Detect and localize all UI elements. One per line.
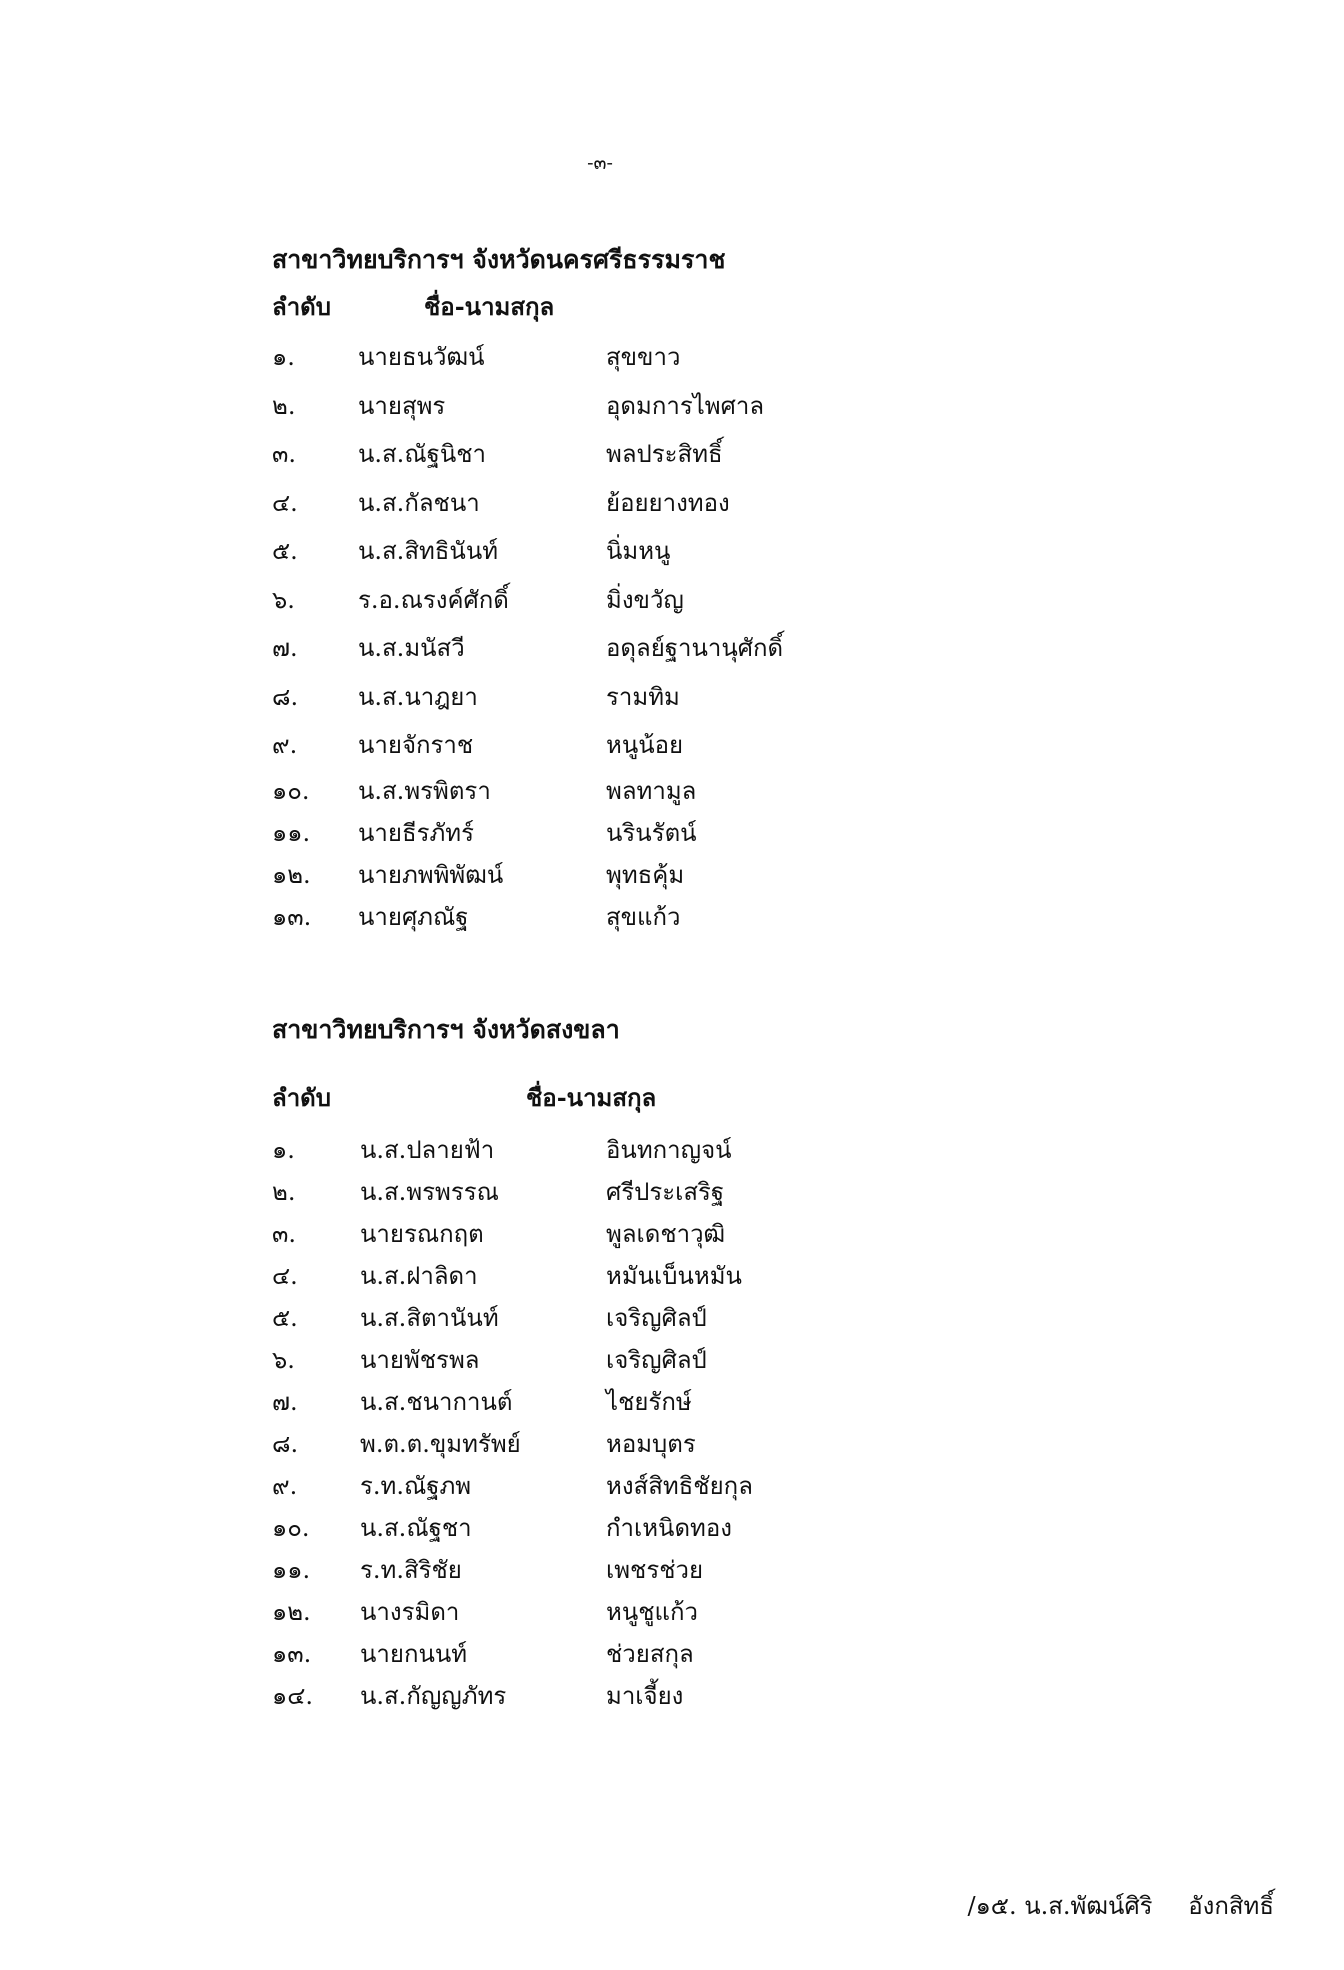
item-last-name: เจริญศิลป์ [606, 1346, 707, 1374]
list-item [272, 1550, 753, 1592]
list-item [272, 1256, 753, 1298]
item-first-name: นายพัชรพล [360, 1346, 480, 1374]
list-item [272, 1424, 753, 1466]
item-number: ๘. [272, 682, 299, 711]
header-name: ชื่อ-นามสกุล [526, 1083, 657, 1112]
item-last-name: นิ่มหนู [606, 537, 671, 565]
item-number: ๑๑. [272, 818, 311, 847]
item-last-name: ไชยรักษ์ [606, 1388, 692, 1416]
item-last-name: พุทธคุ้ม [606, 860, 685, 889]
item-last-name: พูลเดชาวุฒิ [606, 1220, 726, 1248]
item-number: ๕. [272, 537, 298, 565]
item-first-name: นายภพพิพัฒน์ [358, 860, 504, 889]
section-title: สาขาวิทยบริการฯ จังหวัดนครศรีธรรมราช [272, 245, 726, 274]
item-last-name: สุขแก้ว [606, 902, 681, 931]
section-nakhon-si-thammarat [272, 240, 783, 939]
item-number: ๒. [272, 1178, 296, 1206]
item-first-name: นายกนนท์ [360, 1640, 468, 1668]
item-number: ๒. [272, 391, 296, 420]
item-first-name: น.ส.ฝาลิดา [360, 1262, 478, 1290]
header-order: ลำดับ [272, 1083, 332, 1112]
footer-next-surname: อังกสิทธิ์ [1188, 1892, 1274, 1920]
list-item [272, 674, 783, 723]
list-item [272, 771, 783, 813]
list-item [272, 1298, 753, 1340]
item-first-name: น.ส.สิทธินันท์ [358, 537, 499, 565]
item-last-name: อุดมการไพศาล [606, 391, 765, 420]
item-first-name: นายรณกฤต [360, 1220, 484, 1248]
item-number: ๑๒. [272, 1598, 311, 1626]
item-last-name: กำเหนิดทอง [606, 1514, 732, 1542]
item-first-name: น.ส.มนัสวี [358, 634, 465, 662]
list-item [272, 334, 783, 383]
table-header [272, 288, 783, 334]
item-number: ๑. [272, 1136, 295, 1164]
list-item [272, 855, 783, 897]
item-first-name: นายจักราช [358, 731, 474, 759]
item-first-name: ร.ท.ณัฐภพ [360, 1472, 472, 1500]
item-first-name: ร.ท.สิริชัย [360, 1556, 462, 1584]
list-item [272, 480, 783, 529]
item-number: ๑๒. [272, 860, 311, 889]
list-item [272, 1508, 753, 1550]
section-title: สาขาวิทยบริการฯ จังหวัดสงขลา [272, 1015, 620, 1044]
item-number: ๑๔. [272, 1682, 314, 1710]
item-last-name: มาเจี้ยง [606, 1682, 684, 1710]
item-last-name: อดุลย์ฐานานุศักดิ์ [606, 634, 784, 662]
list-item [272, 1634, 753, 1676]
item-number: ๓. [272, 1220, 297, 1248]
list-item [272, 1592, 753, 1634]
list-item [272, 1466, 753, 1508]
list-item [272, 625, 783, 674]
item-number: ๗. [272, 634, 298, 662]
header-order: ลำดับ [272, 292, 332, 321]
item-first-name: น.ส.กัลชนา [358, 488, 480, 517]
item-last-name: สุขขาว [606, 343, 681, 371]
item-first-name: น.ส.สิตานันท์ [360, 1304, 499, 1332]
item-number: ๑๐. [272, 1514, 310, 1542]
item-number: ๑. [272, 343, 295, 371]
item-first-name: น.ส.ปลายฟ้า [360, 1136, 495, 1164]
name-list [272, 334, 783, 939]
item-last-name: หงส์สิทธิชัยกุล [606, 1472, 753, 1500]
item-number: ๖. [272, 585, 295, 614]
item-number: ๙. [272, 1472, 298, 1500]
item-number: ๑๓. [272, 902, 312, 931]
item-number: ๙. [272, 731, 298, 759]
item-first-name: น.ส.ชนากานต์ [360, 1388, 513, 1416]
list-item [272, 1382, 753, 1424]
list-item [272, 1676, 753, 1718]
item-number: ๕. [272, 1304, 298, 1332]
item-last-name: เพชรช่วย [606, 1556, 704, 1584]
list-item [272, 528, 783, 577]
item-last-name: หอมบุตร [606, 1430, 696, 1458]
item-first-name: ร.อ.ณรงค์ศักดิ์ [358, 585, 509, 614]
list-item [272, 722, 783, 771]
item-last-name: เจริญศิลป์ [606, 1304, 707, 1332]
item-number: ๗. [272, 1388, 298, 1416]
list-item [272, 813, 783, 855]
item-last-name: หนูน้อย [606, 731, 684, 759]
page-number: -๓- [587, 152, 613, 174]
item-first-name: นายสุพร [358, 391, 446, 420]
header-name: ชื่อ-นามสกุล [424, 292, 555, 321]
item-first-name: นายธนวัฒน์ [358, 343, 485, 371]
item-last-name: ช่วยสกุล [606, 1640, 694, 1668]
list-item [272, 1172, 753, 1214]
item-last-name: ย้อยยางทอง [606, 488, 730, 517]
item-last-name: ศรีประเสริฐ [606, 1178, 725, 1206]
item-first-name: น.ส.พรพิตรา [358, 776, 491, 805]
footer-next-entry: /๑๕. น.ส.พัฒน์ศิริ [967, 1892, 1153, 1920]
item-last-name: หนูชูแก้ว [606, 1598, 698, 1626]
item-first-name: น.ส.ณัฐชา [360, 1514, 472, 1542]
item-number: ๖. [272, 1346, 295, 1374]
item-first-name: พ.ต.ต.ขุมทรัพย์ [360, 1430, 521, 1458]
list-item [272, 431, 783, 480]
item-number: ๑๓. [272, 1640, 312, 1668]
list-item [272, 897, 783, 939]
item-first-name: น.ส.นาฎยา [358, 682, 478, 711]
continuation-footer [967, 1886, 1274, 1925]
item-number: ๑๑. [272, 1556, 311, 1584]
list-item [272, 577, 783, 626]
section-songkhla [272, 1010, 753, 1718]
item-first-name: น.ส.ณัฐนิชา [358, 440, 486, 468]
list-item [272, 1340, 753, 1382]
item-number: ๓. [272, 440, 297, 468]
item-first-name: น.ส.กัญญภัทร [360, 1682, 507, 1710]
item-last-name: พลทามูล [606, 776, 697, 805]
item-first-name: น.ส.พรพรรณ [360, 1178, 499, 1206]
item-first-name: นายธีรภัทร์ [358, 818, 475, 847]
item-number: ๑๐. [272, 776, 310, 805]
item-number: ๔. [272, 1262, 298, 1290]
list-item [272, 1214, 753, 1256]
item-first-name: นายศุภณัฐ [358, 902, 469, 931]
name-list [272, 1130, 753, 1718]
item-last-name: มิ่งขวัญ [606, 585, 684, 614]
table-header [272, 1078, 753, 1130]
item-last-name: รามทิม [606, 682, 680, 711]
item-last-name: พลประสิทธิ์ [606, 440, 723, 468]
list-item [272, 1130, 753, 1172]
list-item [272, 383, 783, 432]
item-first-name: นางรมิดา [360, 1598, 460, 1626]
item-last-name: หมันเบ็นหมัน [606, 1262, 742, 1290]
item-number: ๘. [272, 1430, 299, 1458]
item-last-name: นรินรัตน์ [606, 818, 697, 847]
item-last-name: อินทกาญจน์ [606, 1136, 732, 1164]
item-number: ๔. [272, 488, 298, 517]
